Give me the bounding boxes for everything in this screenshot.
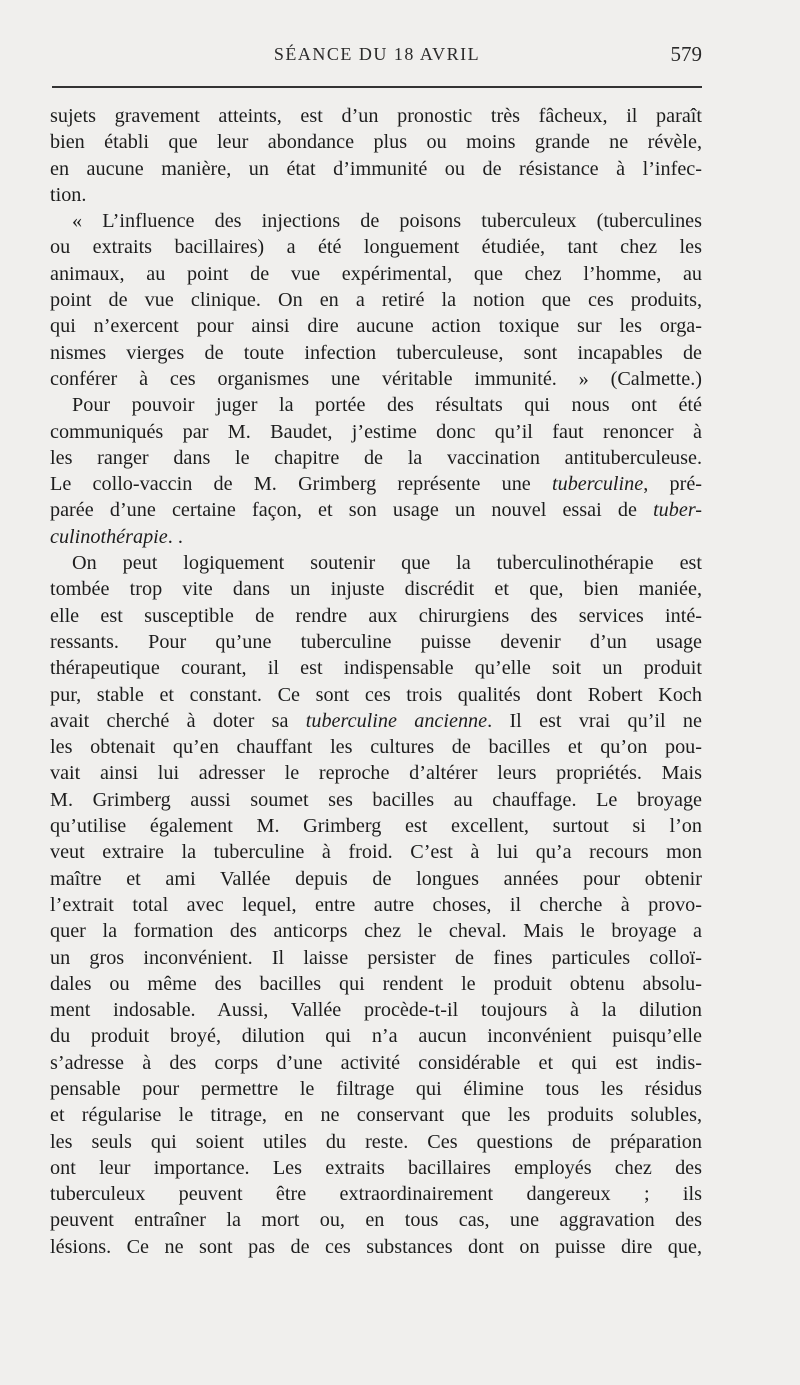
- text-segment: communiqués par M. Baudet, j’estime donc qu’il faut renoncer à: [50, 420, 702, 443]
- text-segment: veut extraire la tuberculine à froid. C’est à lui qu’a recours mon: [50, 841, 702, 864]
- text-line: [50, 261, 702, 287]
- text-line: [50, 971, 702, 997]
- text-segment: les obtenait qu’en chauffant les cultures de bacilles et qu’on pou-: [50, 736, 702, 759]
- text-line: [50, 1076, 702, 1102]
- italic-text: tuberculine: [552, 473, 644, 496]
- text-segment: . .: [167, 525, 183, 548]
- italic-text: tuber-: [653, 499, 702, 522]
- text-segment: tuberculeux peuvent être extraordinairement dangereux ; ils: [50, 1183, 702, 1206]
- text-line: [50, 918, 702, 944]
- text-line: [50, 103, 702, 129]
- text-segment: ou extraits bacillaires) a été longuement étudiée, tant chez les: [50, 236, 702, 259]
- text-line: [50, 787, 702, 813]
- text-segment: vait ainsi lui adresser le reproche d’altérer leurs propriétés. Mais: [50, 762, 702, 785]
- text-segment: nismes vierges de toute infection tuberculeuse, sont incapables de: [50, 341, 702, 364]
- text-line: [50, 234, 702, 260]
- page-number: 579: [670, 42, 702, 66]
- text-line: [50, 655, 702, 681]
- header-rule: [52, 86, 702, 88]
- text-line: [50, 497, 702, 523]
- text-line: [50, 997, 702, 1023]
- text-segment: , pré-: [643, 473, 703, 496]
- text-line: [50, 813, 702, 839]
- text-line: [50, 1155, 702, 1181]
- text-segment: M. Grimberg aussi soumet ses bacilles au chauffage. Le broyage: [50, 788, 702, 811]
- text-line: [50, 1129, 702, 1155]
- text-segment: point de vue clinique. On en a retiré la notion que ces produits,: [50, 289, 702, 312]
- text-line: [50, 603, 702, 629]
- text-segment: Le collo-vaccin de M. Grimberg représente une: [50, 473, 553, 496]
- text-line: [50, 1102, 702, 1128]
- text-segment: tion.: [50, 183, 87, 206]
- text-line: [50, 471, 702, 497]
- text-segment: ment indosable. Aussi, Vallée procède-t-il toujours à la dilution: [50, 999, 702, 1022]
- text-line: [50, 1181, 702, 1207]
- text-line: [50, 682, 702, 708]
- text-segment: pur, stable et constant. Ce sont ces trois qualités dont Robert Koch: [50, 683, 702, 706]
- text-line: [50, 392, 702, 418]
- text-segment: . Il est vrai qu’il ne: [487, 709, 702, 732]
- text-segment: « L’influence des injections de poisons tuberculeux (tuberculines: [72, 210, 702, 233]
- text-segment: quer la formation des anticorps chez le cheval. Mais le broyage a: [50, 920, 702, 943]
- text-segment: tombée trop vite dans un injuste discrédit et que, bien maniée,: [50, 578, 702, 601]
- text-segment: qu’utilise également M. Grimberg est excellent, surtout si l’on: [50, 815, 702, 838]
- text-line: [50, 129, 702, 155]
- text-line: [50, 1207, 702, 1233]
- text-line: [50, 419, 702, 445]
- body-text: [50, 103, 702, 1260]
- text-segment: lésions. Ce ne sont pas de ces substances dont on puisse dire que,: [50, 1235, 702, 1258]
- italic-text: culinothérapie: [50, 525, 168, 548]
- text-line: [50, 156, 702, 182]
- text-line: [50, 866, 702, 892]
- text-line: [50, 1050, 702, 1076]
- text-line: [50, 945, 702, 971]
- text-segment: parée d’une certaine façon, et son usage un nouvel essai de: [50, 499, 654, 522]
- text-segment: elle est susceptible de rendre aux chirurgiens des services inté-: [50, 604, 702, 627]
- text-line: [50, 524, 702, 550]
- text-line: [50, 445, 702, 471]
- text-line: [50, 287, 702, 313]
- running-header: [52, 44, 702, 74]
- text-segment: du produit broyé, dilution qui n’a aucun inconvénient puisqu’elle: [50, 1025, 702, 1048]
- text-segment: pensable pour permettre le filtrage qui élimine tous les résidus: [50, 1077, 702, 1100]
- text-segment: qui n’exercent pour ainsi dire aucune action toxique sur les orga-: [50, 315, 702, 338]
- text-segment: On peut logiquement soutenir que la tuberculinothérapie est: [72, 552, 702, 575]
- text-line: [50, 892, 702, 918]
- text-segment: sujets gravement atteints, est d’un pronostic très fâcheux, il paraît: [50, 105, 702, 127]
- text-line: [50, 313, 702, 339]
- text-line: [50, 340, 702, 366]
- text-segment: s’adresse à des corps d’une activité considérable et qui est indis-: [50, 1051, 702, 1074]
- text-line: [50, 208, 702, 234]
- text-segment: dales ou même des bacilles qui rendent le produit obtenu absolu-: [50, 972, 702, 995]
- text-segment: les ranger dans le chapitre de la vaccination antituberculeuse.: [50, 446, 702, 469]
- text-line: [50, 1234, 702, 1260]
- text-segment: en aucune manière, un état d’immunité ou de résistance à l’infec-: [50, 157, 702, 180]
- text-line: [50, 708, 702, 734]
- text-line: [50, 550, 702, 576]
- text-segment: un gros inconvénient. Il laisse persister de fines particules colloï-: [50, 946, 702, 969]
- text-line: [50, 182, 702, 208]
- text-segment: animaux, au point de vue expérimental, que chez l’homme, au: [50, 262, 702, 285]
- text-line: [50, 839, 702, 865]
- text-segment: l’extrait total avec lequel, entre autre choses, il cherche à provo-: [50, 893, 702, 916]
- text-segment: maître et ami Vallée depuis de longues années pour obtenir: [50, 867, 702, 890]
- text-line: [50, 734, 702, 760]
- header-title: SÉANCE DU 18 AVRIL: [273, 44, 481, 64]
- text-segment: peuvent entraîner la mort ou, en tous cas, une aggravation des: [50, 1209, 702, 1232]
- text-segment: et régularise le titrage, en ne conservant que les produits solubles,: [50, 1104, 702, 1127]
- text-line: [50, 760, 702, 786]
- text-segment: thérapeutique courant, il est indispensable qu’elle soit un produit: [50, 657, 702, 680]
- text-segment: ressants. Pour qu’une tuberculine puisse devenir d’un usage: [50, 630, 702, 653]
- text-line: [50, 366, 702, 392]
- text-line: [50, 1023, 702, 1049]
- text-segment: conférer à ces organismes une véritable immunité. » (Calmette.): [50, 367, 702, 390]
- text-segment: Pour pouvoir juger la portée des résultats qui nous ont été: [72, 394, 702, 417]
- italic-text: tuberculine ancienne: [305, 709, 488, 732]
- text-segment: avait cherché à doter sa: [50, 709, 306, 732]
- text-segment: bien établi que leur abondance plus ou moins grande ne révèle,: [50, 131, 702, 154]
- text-line: [50, 629, 702, 655]
- text-segment: les seuls qui soient utiles du reste. Ces questions de préparation: [50, 1130, 702, 1153]
- text-line: [50, 576, 702, 602]
- text-segment: ont leur importance. Les extraits bacillaires employés chez des: [50, 1156, 702, 1179]
